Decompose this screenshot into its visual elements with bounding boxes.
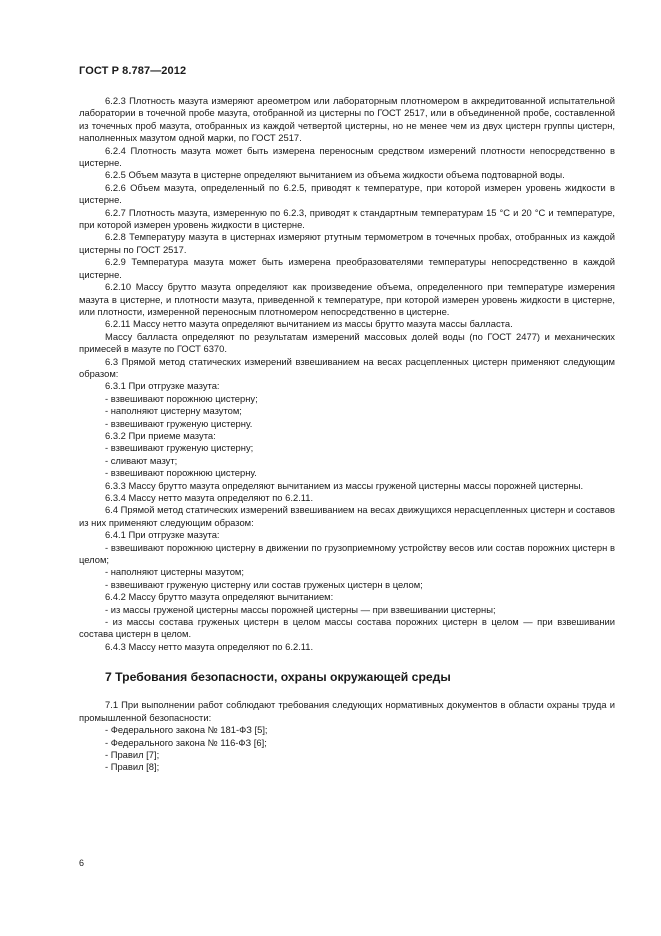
list-item: - взвешивают груженую цистерну; [105, 442, 254, 454]
paragraph-6-2-5: 6.2.5 Объем мазута в цистерне определяют вычитанием из объема жидкости объема подтоварной воды. [105, 169, 565, 181]
list-item: - взвешивают груженую цистерну. [105, 417, 253, 429]
section-7-title: 7 Требования безопасности, охраны окружающей среды [105, 670, 451, 685]
paragraph-6-2-8: 6.2.8 Температуру мазута в цистернах измеряют ртутным термометром в точечных пробах, отобранных из каждой цистерны по ГОСТ 2517. [79, 231, 615, 255]
list-item: - взвешивают порожнюю цистерну. [105, 467, 257, 479]
list-item: - взвешивают груженую цистерну или состав груженых цистерн в целом; [105, 578, 423, 590]
document-body [79, 95, 615, 774]
list-item: - взвешивают порожнюю цистерну в движении по грузоприемному устройству весов или состав порожних цистерн в целом; [79, 541, 615, 566]
paragraph-7-1: 7.1 При выполнении работ соблюдают требования следующих нормативных документов в области охраны труда и промышленной безопасности: [79, 699, 615, 723]
list-item: - взвешивают порожнюю цистерну; [105, 392, 258, 404]
paragraph-6-2-11: 6.2.11 Массу нетто мазута определяют вычитанием из массы брутто мазута массы балласта. [105, 318, 513, 330]
paragraph-6-2-6: 6.2.6 Объем мазута, определенный по 6.2.5, приводят к температуре, при которой измерен уровень жидкости в цистерне. [79, 181, 615, 206]
list-item: - наполняют цистерны мазутом; [105, 566, 244, 578]
list-item: - из массы груженой цистерны массы порожней цистерны — при взвешивании цистерны; [105, 603, 496, 615]
list-item: - Правил [7]; [105, 748, 160, 760]
paragraph-6-4-2: 6.4.2 Массу брутто мазута определяют вычитанием: [105, 591, 334, 603]
paragraph-6-4-1: 6.4.1 При отгрузке мазута: [105, 529, 220, 541]
paragraph-6-3-2: 6.3.2 При приеме мазута: [105, 429, 216, 441]
list-item: - Правил [8]; [105, 761, 160, 773]
paragraph-6-2-3: 6.2.3 Плотность мазута измеряют ареометром или лабораторным плотномером в аккредитованной испытательной лаборатории в точечной пробе мазута, отобранной из цистерны по ГОСТ 2517, или в объединенной пробе, составленной из точечных проб мазута, отобранных из каждой четвертой цистерны, но не менее чем из двух цистерн группы цистерн, наполненных мазутом одной марки, по ГОСТ 2517. [79, 95, 615, 144]
page-number: 6 [79, 858, 85, 868]
paragraph-6-3: 6.3 Прямой метод статических измерений взвешиванием на весах расцепленных цистерн применяют следующим образом: [79, 355, 615, 379]
standard-header: ГОСТ Р 8.787—2012 [79, 65, 187, 77]
paragraph-6-2-10: 6.2.10 Массу брутто мазута определяют как произведение объема, определенного при температуре измерения мазута в цистерне, и плотности мазута, приведенной к температуре, при которой измерен уровень жидкости в цистерне, или плотности, измеренной переносным плотномером непосредственно в цистерне. [79, 281, 615, 317]
paragraph-6-4: 6.4 Прямой метод статических измерений взвешиванием на весах движущихся нерасцепленных цистерн и составов из них применяют следующим образом: [79, 504, 615, 528]
paragraph-ballast: Массу балласта определяют по результатам измерений массовых долей воды (по ГОСТ 2477) и механических примесей в мазуте по ГОСТ 6370. [79, 330, 615, 355]
list-item: - Федерального закона № 181-ФЗ [5]; [105, 724, 268, 736]
paragraph-6-3-3: 6.3.3 Массу брутто мазута определяют вычитанием из массы груженой цистерны массы порожней цистерны. [105, 479, 584, 491]
list-item: - наполняют цистерну мазутом; [105, 405, 242, 417]
list-item: - Федерального закона № 116-ФЗ [6]; [105, 736, 267, 748]
list-item: - из массы состава груженых цистерн в целом массы состава порожних цистерн в целом — при взвешивании состава цистерн в целом. [79, 616, 615, 640]
paragraph-6-2-7: 6.2.7 Плотность мазута, измеренную по 6.2.3, приводят к стандартным температурам 15 °С и 20 °С и температуре, при которой измерен уровень жидкости в цистерне. [79, 206, 615, 231]
paragraph-6-4-3: 6.4.3 Массу нетто мазута определяют по 6.2.11. [105, 640, 314, 652]
list-item: - сливают мазут; [105, 454, 178, 466]
paragraph-6-2-9: 6.2.9 Температура мазута может быть измерена преобразователями температуры непосредственно в каждой цистерне. [79, 256, 615, 280]
paragraph-6-3-4: 6.3.4 Массу нетто мазута определяют по 6.2.11. [105, 492, 314, 503]
paragraph-6-3-1: 6.3.1 При отгрузке мазута: [105, 380, 220, 392]
paragraph-6-2-4: 6.2.4 Плотность мазута может быть измерена переносным средством измерений плотности непосредственно в цистерне. [79, 144, 615, 169]
